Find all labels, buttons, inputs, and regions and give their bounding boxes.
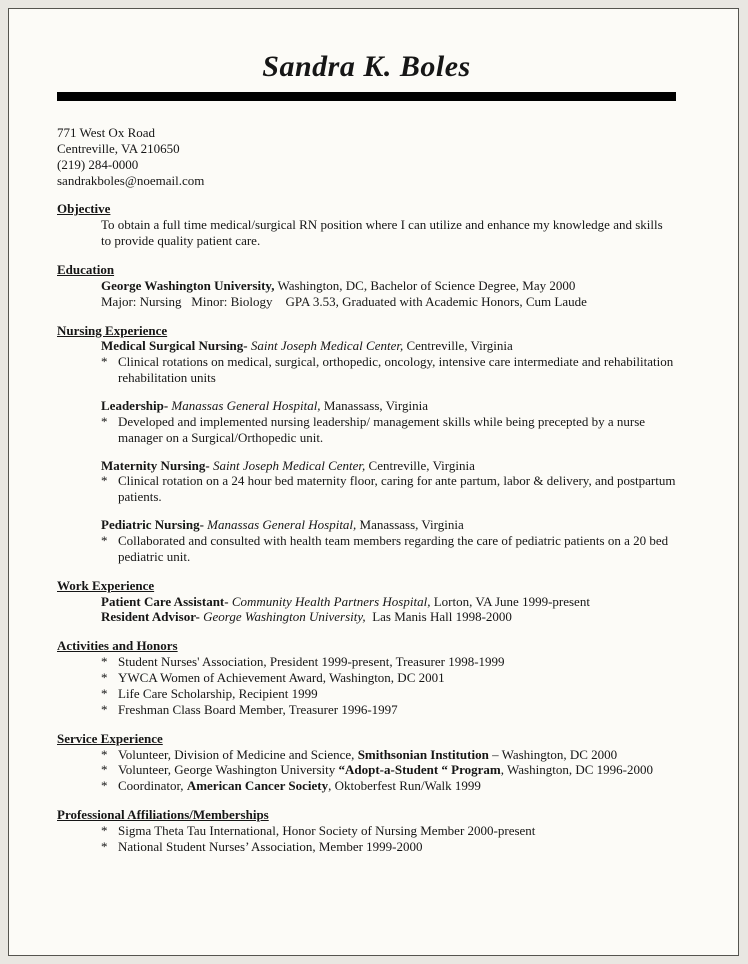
text-line <box>101 278 676 294</box>
entry-gap <box>101 505 676 517</box>
bullet-marker: * <box>101 701 108 717</box>
text-line <box>101 294 676 310</box>
text-run: Coordinator, <box>118 778 187 794</box>
bullet-item <box>101 762 676 778</box>
section-heading: Objective <box>57 201 111 217</box>
bullet-text <box>118 473 679 505</box>
section-objective <box>57 201 676 249</box>
bullet-text <box>118 670 676 686</box>
text-run: , Washington, DC 1996-2000 <box>500 762 653 778</box>
text-run: Clinical rotations on medical, surgical, orthopedic, oncology, intensive care intermediate and rehabilitation rehabilitation units <box>118 354 677 386</box>
section-body <box>101 654 676 717</box>
text-run: National Student Nurses’ Association, Member 1999-2000 <box>118 838 423 854</box>
text-run: Major: Nursing Minor: Biology GPA 3.53, Graduated with Academic Honors, Cum Laude <box>101 293 587 309</box>
text-run: Washington, DC, Bachelor of Science Degree, May 2000 <box>274 277 576 293</box>
section-body <box>101 594 676 626</box>
text-line <box>101 517 676 533</box>
text-run: Leadership- <box>101 398 169 414</box>
bullet-marker: * <box>101 354 108 370</box>
bullet-item <box>101 654 676 670</box>
text-run: George Washington University, <box>199 609 366 625</box>
text-run: Manassass, Virginia <box>320 398 428 414</box>
bullet-text <box>118 762 676 778</box>
bullet-marker: * <box>101 778 108 794</box>
bullet-item <box>101 778 676 794</box>
document-title: Sandra K. Boles <box>262 50 471 83</box>
text-run: Smithsonian Institution <box>357 746 489 762</box>
bullet-item <box>101 354 676 386</box>
bullet-item <box>101 686 676 702</box>
bullet-marker: * <box>101 533 108 549</box>
contact-block <box>57 125 676 188</box>
bullet-marker: * <box>101 670 108 686</box>
text-run: Community Health Partners Hospital, <box>228 593 431 609</box>
bullet-item <box>101 473 679 505</box>
text-line <box>101 458 676 474</box>
text-run: Manassass, Virginia <box>356 517 464 533</box>
text-run: Centreville, Virginia <box>403 338 513 354</box>
bullet-text <box>118 354 676 386</box>
text-run: Freshman Class Board Member, Treasurer 1996-1997 <box>118 701 398 717</box>
text-run: Manassas General Hospital, <box>203 517 357 533</box>
bullet-marker: * <box>101 838 108 854</box>
text-run: Volunteer, Division of Medicine and Science, <box>118 746 358 762</box>
section-heading: Activities and Honors <box>57 638 178 654</box>
bullet-marker: * <box>101 762 108 778</box>
text-run: Resident Advisor- <box>101 609 200 625</box>
bullet-text <box>118 414 676 446</box>
text-run: American Cancer Society <box>186 778 329 794</box>
bullet-marker: * <box>101 746 108 762</box>
text-run: “Adopt-a-Student “ Program <box>338 762 501 778</box>
paragraph <box>101 217 676 249</box>
section-heading: Education <box>57 262 115 278</box>
section-service-experience <box>57 731 676 794</box>
text-run: Lorton, VA June 1999-present <box>430 593 590 609</box>
bullet-text <box>118 778 676 794</box>
bullet-marker: * <box>101 413 108 429</box>
contact-email: sandrakboles@noemail.com <box>57 172 205 188</box>
bullet-text <box>118 823 676 839</box>
text-run: YWCA Women of Achievement Award, Washington, DC 2001 <box>118 670 445 686</box>
bullet-text <box>118 839 676 855</box>
text-run: Clinical rotation on a 24 hour bed maternity floor, caring for ante partum, labor & delivery, and postpartum patients. <box>118 473 679 505</box>
section-work-experience <box>57 578 676 626</box>
bullet-item <box>101 747 676 763</box>
text-run: Developed and implemented nursing leadership/ management skills while being precepted by a nurse manager on a Surgical/Orthopedic unit. <box>118 413 649 445</box>
bullet-text <box>118 654 676 670</box>
bullet-item <box>101 414 676 446</box>
bullet-marker: * <box>101 654 108 670</box>
bullet-marker: * <box>101 822 108 838</box>
text-run: Las Manis Hall 1998-2000 <box>365 609 512 625</box>
text-run: To obtain a full time medical/surgical RN position where I can utilize and enhance my knowledge and skills to provide quality patient care. <box>101 217 666 249</box>
bullet-text <box>118 747 676 763</box>
section-heading: Work Experience <box>57 577 155 593</box>
text-run: Manassas General Hospital, <box>168 398 321 414</box>
bullet-text <box>118 702 676 718</box>
text-run: George Washington University, <box>101 277 275 293</box>
text-run: Saint Joseph Medical Center, <box>247 338 404 354</box>
text-line <box>101 609 676 625</box>
section-heading: Professional Affiliations/Memberships <box>57 807 269 823</box>
text-run: , Oktoberfest Run/Walk 1999 <box>328 778 481 794</box>
text-run: Saint Joseph Medical Center, <box>209 457 366 473</box>
text-run: – Washington, DC 2000 <box>488 746 618 762</box>
text-run: Sigma Theta Tau International, Honor Society of Nursing Member 2000-present <box>118 822 536 838</box>
section-heading: Service Experience <box>57 730 163 746</box>
section-body <box>101 278 676 310</box>
text-run: Student Nurses' Association, President 1999-present, Treasurer 1998-1999 <box>118 654 505 670</box>
bullet-marker: * <box>101 685 108 701</box>
text-run: Collaborated and consulted with health team members regarding the care of pediatric patients on a 20 bed pediatric unit. <box>118 533 672 564</box>
sections <box>57 201 679 854</box>
section-nursing-experience <box>57 322 679 565</box>
text-line <box>101 594 676 610</box>
contact-city-state-zip: Centreville, VA 210650 <box>57 140 180 156</box>
bullet-item <box>101 702 676 718</box>
section-activities-and-honors <box>57 638 676 717</box>
bullet-item <box>101 533 676 565</box>
contact-street: 771 West Ox Road <box>57 125 156 140</box>
section-heading: Nursing Experience <box>57 322 168 338</box>
resume-page <box>8 8 739 956</box>
bullet-text <box>118 533 676 565</box>
entry-gap <box>101 386 676 398</box>
text-run: Maternity Nursing- <box>101 457 210 473</box>
section-body <box>101 217 676 249</box>
entry-gap <box>101 446 676 458</box>
section-professional-affiliations-memberships <box>57 807 676 855</box>
section-body <box>101 747 676 795</box>
section-body <box>101 823 676 855</box>
section-body <box>101 338 679 564</box>
text-run: Life Care Scholarship, Recipient 1999 <box>118 685 318 701</box>
title-divider-bar <box>57 92 676 101</box>
text-run: Centreville, Virginia <box>365 457 475 473</box>
text-run: Volunteer, George Washington University <box>118 762 339 778</box>
bullet-marker: * <box>101 473 108 489</box>
text-line <box>101 338 676 354</box>
text-run: Medical Surgical Nursing- <box>101 338 248 354</box>
section-education <box>57 262 676 310</box>
bullet-item <box>101 823 676 839</box>
bullet-text <box>118 686 676 702</box>
text-run: Pediatric Nursing- <box>101 517 204 533</box>
text-run: Patient Care Assistant- <box>101 593 229 609</box>
bullet-item <box>101 670 676 686</box>
contact-phone: (219) 284-0000 <box>57 156 139 172</box>
text-line <box>101 398 676 414</box>
bullet-item <box>101 839 676 855</box>
